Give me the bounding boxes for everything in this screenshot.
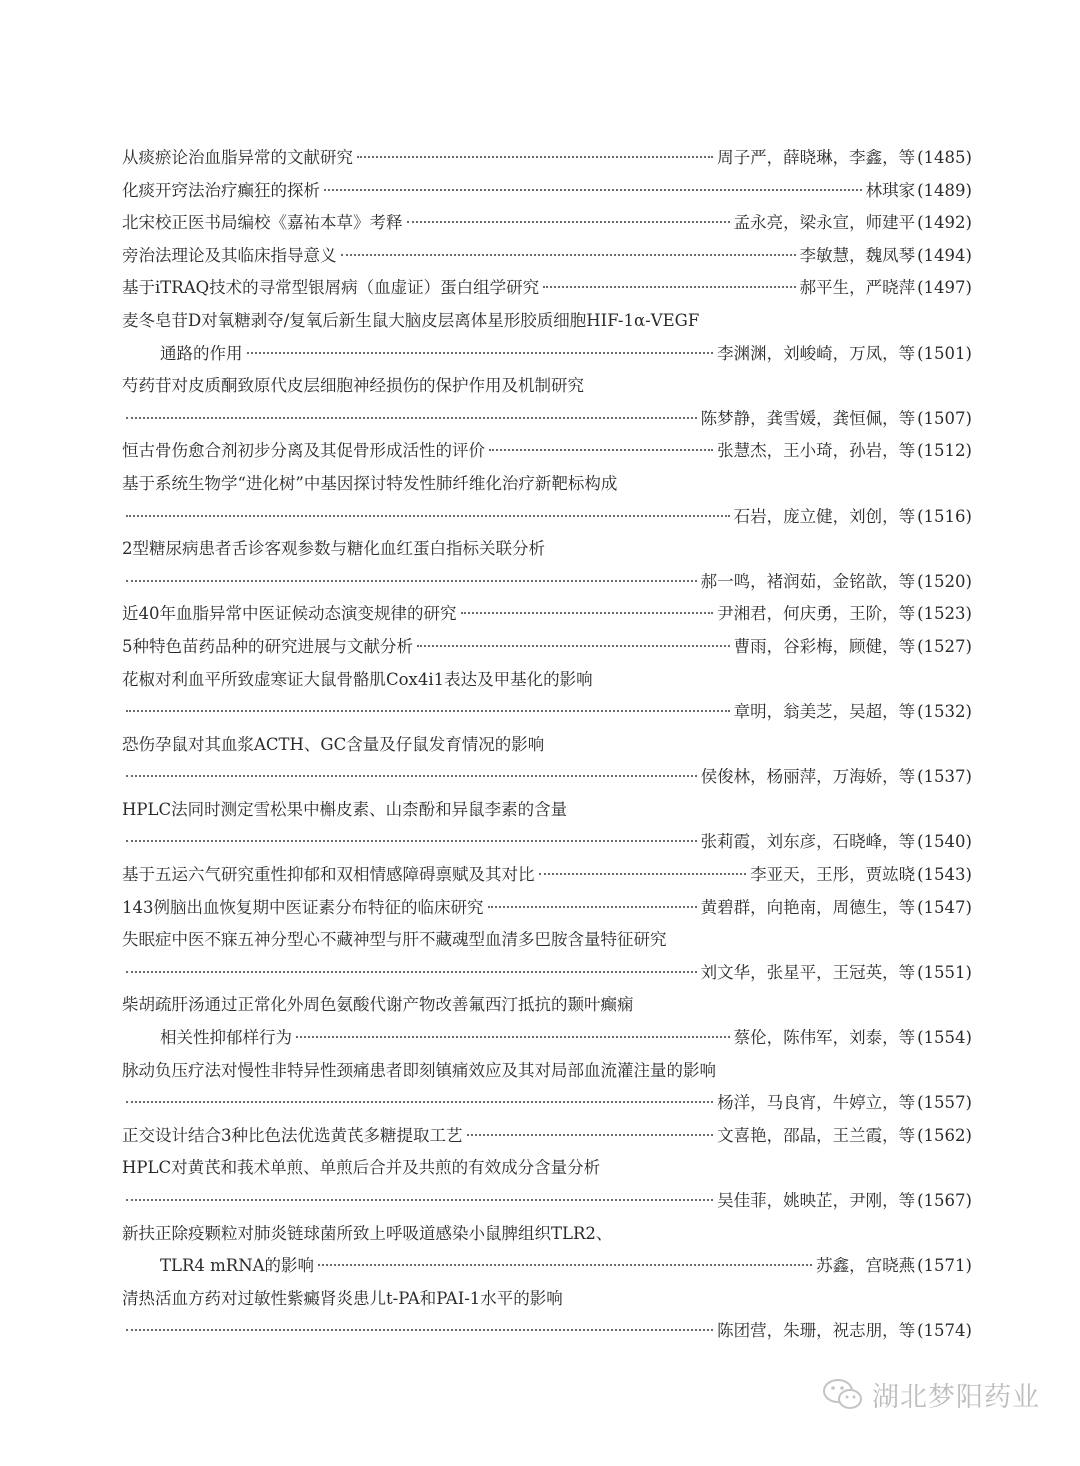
toc-entry-detail-line — [122, 1185, 972, 1218]
toc-entry-authors: 刘文华，张星平，王冠英，等 — [700, 962, 916, 982]
toc-entry-detail-line — [122, 957, 972, 990]
toc-entry-authors: 郝平生，严晓萍 — [799, 278, 916, 298]
toc-entry — [122, 1120, 972, 1153]
toc-entry-title: 近40年血脂异常中医证候动态演变规律的研究 — [122, 604, 457, 624]
table-of-contents — [122, 142, 972, 1348]
dot-leader — [341, 254, 796, 256]
dot-leader — [461, 612, 714, 614]
toc-entry — [122, 729, 972, 794]
toc-entry-detail-line — [122, 1022, 972, 1055]
toc-entry-title-line — [122, 1152, 972, 1185]
toc-entry-page: (1567) — [917, 1191, 972, 1210]
toc-entry — [122, 892, 972, 925]
dot-leader — [318, 1264, 812, 1266]
toc-entry-page: (1551) — [917, 962, 972, 982]
dot-leader — [126, 580, 697, 582]
toc-entry-line — [122, 207, 972, 240]
dot-leader — [407, 221, 730, 223]
toc-entry-detail-line — [122, 403, 972, 436]
toc-entry-page: (1537) — [917, 767, 972, 787]
toc-entry — [122, 1055, 972, 1120]
toc-entry-page: (1512) — [917, 441, 972, 461]
toc-entry-authors: 曹雨，谷彩梅，顾健，等 — [733, 636, 916, 656]
toc-entry-title: HPLC法同时测定雪松果中槲皮素、山柰酚和异鼠李素的含量 — [122, 799, 568, 819]
dot-leader — [488, 906, 697, 908]
toc-entry-authors: 文喜艳，邵晶，王兰霞，等 — [717, 1125, 916, 1145]
toc-entry-line — [122, 598, 972, 631]
dot-leader — [126, 775, 697, 777]
toc-entry-title: 基于系统生物学“进化树”中基因探讨特发性肺纤维化治疗新靶标构成 — [122, 473, 618, 493]
toc-entry-line — [122, 892, 972, 925]
toc-entry-page: (1497) — [917, 278, 972, 298]
toc-entry — [122, 794, 972, 859]
toc-entry-line — [122, 175, 972, 208]
toc-entry-page: (1540) — [917, 832, 972, 852]
toc-entry-title: 从痰瘀论治血脂异常的文献研究 — [122, 148, 353, 167]
toc-entry-authors: 李亚天，王彤，贾竑晓 — [750, 865, 916, 885]
toc-entry — [122, 631, 972, 664]
toc-entry-title: 脉动负压疗法对慢性非特异性颈痛患者即刻镇痛效应及其对局部血流灌注量的影响 — [122, 1060, 716, 1080]
toc-entry-title-line — [122, 794, 972, 827]
toc-entry-authors: 苏鑫，宫晓燕 — [816, 1256, 916, 1276]
toc-entry-page: (1516) — [917, 506, 972, 526]
toc-entry — [122, 859, 972, 892]
toc-entry-detail-line — [122, 1087, 972, 1120]
dot-leader — [489, 449, 713, 451]
dot-leader — [126, 417, 697, 419]
toc-entry-title-cont: 相关性抑郁样行为 — [160, 1028, 292, 1048]
toc-entry-title: 2型糖尿病患者舌诊客观参数与糖化血红蛋白指标关联分析 — [122, 539, 545, 559]
toc-entry — [122, 924, 972, 989]
watermark — [822, 1375, 1040, 1414]
toc-entry — [122, 240, 972, 273]
toc-entry-authors: 吴佳菲，姚映芷，尹刚，等 — [717, 1191, 916, 1210]
toc-entry — [122, 989, 972, 1054]
toc-entry-title-line — [122, 989, 972, 1022]
dot-leader — [543, 286, 795, 288]
toc-entry-page: (1543) — [917, 865, 972, 885]
toc-entry-title: HPLC对黄芪和莪术单煎、单煎后合并及共煎的有效成分含量分析 — [122, 1158, 601, 1178]
toc-entry-line — [122, 1120, 972, 1153]
toc-entry — [122, 207, 972, 240]
toc-entry-page: (1489) — [917, 180, 972, 200]
toc-entry-authors: 陈团营，朱珊，祝志朋，等 — [717, 1321, 916, 1341]
toc-entry-title-cont: TLR4 mRNA的影响 — [160, 1256, 315, 1276]
dot-leader — [417, 645, 730, 647]
toc-entry-authors: 尹湘君，何庆勇，王阶，等 — [717, 604, 916, 624]
toc-entry-line — [122, 435, 972, 468]
toc-entry-title: 北宋校正医书局编校《嘉祐本草》考释 — [122, 213, 403, 233]
toc-entry-page: (1554) — [917, 1028, 972, 1048]
toc-entry-line — [122, 240, 972, 273]
toc-entry-detail-line — [122, 338, 972, 371]
dot-leader — [296, 1036, 730, 1038]
dot-leader — [126, 710, 730, 712]
toc-entry-title: 化痰开窍法治疗癫狂的探析 — [122, 180, 320, 200]
dot-leader — [126, 840, 697, 842]
toc-entry-line — [122, 859, 972, 892]
toc-entry-authors: 石岩，庞立健，刘创，等 — [733, 506, 916, 526]
toc-entry-authors: 蔡伦，陈伟军，刘泰，等 — [733, 1028, 916, 1048]
toc-entry — [122, 468, 972, 533]
toc-entry-page: (1485) — [917, 148, 972, 167]
toc-entry-detail-line — [122, 501, 972, 534]
toc-entry-title: 恐伤孕鼠对其血浆ACTH、GC含量及仔鼠发育情况的影响 — [122, 734, 545, 754]
toc-entry — [122, 1152, 972, 1217]
toc-entry-title: 花椒对利血平所致虚寒证大鼠骨骼肌Cox4i1表达及甲基化的影响 — [122, 669, 593, 689]
toc-entry — [122, 598, 972, 631]
toc-entry-page: (1507) — [917, 408, 972, 428]
toc-entry-page: (1574) — [917, 1321, 972, 1341]
toc-entry-title: 麦冬皂苷D对氧糖剥夺/复氧后新生鼠大脑皮层离体星形胶质细胞HIF-1α-VEGF — [122, 310, 700, 330]
dot-leader — [126, 1199, 713, 1201]
toc-entry-detail-line — [122, 761, 972, 794]
toc-entry-title: 芍药苷对皮质酮致原代皮层细胞神经损伤的保护作用及机制研究 — [122, 376, 584, 396]
toc-entry-page: (1571) — [917, 1256, 972, 1276]
toc-entry — [122, 435, 972, 468]
toc-entry-title: 新扶正除疫颗粒对肺炎链球菌所致上呼吸道感染小鼠脾组织TLR2、 — [122, 1223, 613, 1243]
toc-entry-detail-line — [122, 696, 972, 729]
toc-entry-title-line — [122, 664, 972, 697]
toc-entry-page: (1494) — [917, 245, 972, 265]
toc-entry — [122, 533, 972, 598]
toc-entry-title-line — [122, 729, 972, 762]
dot-leader — [126, 971, 697, 973]
toc-entry — [122, 272, 972, 305]
toc-entry-title-cont: 通路的作用 — [160, 343, 243, 363]
toc-entry-title: 正交设计结合3种比色法优选黄芪多糖提取工艺 — [122, 1125, 463, 1145]
toc-entry-title-line — [122, 924, 972, 957]
toc-entry-authors: 李渊渊，刘峻崎，万凤，等 — [717, 343, 916, 363]
toc-entry-detail-line — [122, 566, 972, 599]
dot-leader — [247, 352, 714, 354]
dot-leader — [324, 189, 862, 191]
toc-entry — [122, 664, 972, 729]
toc-entry-authors: 张慧杰，王小琦，孙岩，等 — [717, 441, 916, 461]
toc-entry-line — [122, 142, 972, 175]
toc-entry-detail-line — [122, 826, 972, 859]
dot-leader — [126, 515, 730, 517]
toc-entry-title-line — [122, 1218, 972, 1251]
toc-entry — [122, 175, 972, 208]
toc-entry-title: 143例脑出血恢复期中医证素分布特征的临床研究 — [122, 897, 484, 917]
dot-leader — [126, 1329, 713, 1331]
toc-entry-title: 5种特色苗药品种的研究进展与文献分析 — [122, 636, 413, 656]
dot-leader — [357, 156, 713, 158]
toc-entry — [122, 370, 972, 435]
toc-entry-title-line — [122, 1283, 972, 1316]
toc-entry-authors: 周子严，薛晓琳，李鑫，等 — [717, 148, 916, 167]
toc-entry-page: (1532) — [917, 702, 972, 722]
toc-entry-page: (1562) — [917, 1125, 972, 1145]
dot-leader — [126, 1101, 713, 1103]
watermark-text: 湖北梦阳药业 — [872, 1382, 1040, 1413]
toc-entry-authors: 孟永亮，梁永宣，师建平 — [733, 213, 916, 233]
toc-entry-detail-line — [122, 1315, 972, 1348]
toc-entry-title: 旁治法理论及其临床指导意义 — [122, 245, 337, 265]
toc-entry — [122, 1283, 972, 1348]
toc-entry-detail-line — [122, 1250, 972, 1283]
toc-entry-title: 基于iTRAQ技术的寻常型银屑病（血虚证）蛋白组学研究 — [122, 278, 540, 298]
toc-entry-title-line — [122, 533, 972, 566]
toc-entry-page: (1527) — [917, 636, 972, 656]
dot-leader — [467, 1134, 714, 1136]
toc-entry-authors: 侯俊林，杨丽萍，万海娇，等 — [700, 767, 916, 787]
toc-entry-authors: 杨洋，马良宵，牛婷立，等 — [717, 1093, 916, 1113]
toc-entry-page: (1557) — [917, 1093, 972, 1113]
toc-entry-page: (1492) — [917, 213, 972, 233]
toc-entry-authors: 李敏慧，魏凤琴 — [799, 245, 916, 265]
dot-leader — [539, 873, 747, 875]
toc-entry-title: 恒古骨伤愈合剂初步分离及其促骨形成活性的评价 — [122, 441, 485, 461]
toc-entry-title-line — [122, 370, 972, 403]
toc-entry-title-line — [122, 468, 972, 501]
toc-entry-page: (1523) — [917, 604, 972, 624]
toc-entry-authors: 章明，翁美芝，吴超，等 — [733, 702, 916, 722]
toc-entry-title-line — [122, 305, 972, 338]
toc-entry-authors: 陈梦静，龚雪媛，龚恒佩，等 — [700, 408, 916, 428]
toc-entry-title: 失眠症中医不寐五神分型心不藏神型与肝不藏魂型血清多巴胺含量特征研究 — [122, 930, 667, 950]
wechat-icon — [822, 1377, 864, 1413]
toc-entry — [122, 1218, 972, 1283]
toc-entry-title-line — [122, 1055, 972, 1088]
toc-entry-authors: 郝一鸣，褚润茹，金铭歆，等 — [700, 571, 916, 591]
toc-entry-authors: 张莉霞，刘东彦，石晓峰，等 — [700, 832, 916, 852]
toc-entry-title: 基于五运六气研究重性抑郁和双相情感障碍禀赋及其对比 — [122, 865, 535, 885]
toc-entry-page: (1520) — [917, 571, 972, 591]
toc-entry-title: 柴胡疏肝汤通过正常化外周色氨酸代谢产物改善氟西汀抵抗的颞叶癫痫 — [122, 995, 634, 1015]
toc-entry-page: (1547) — [917, 897, 972, 917]
toc-entry-title: 清热活血方药对过敏性紫癜肾炎患儿t-PA和PAI-1水平的影响 — [122, 1288, 563, 1308]
toc-entry-page: (1501) — [917, 343, 972, 363]
toc-entry-authors: 林琪家 — [865, 180, 916, 200]
toc-entry-line — [122, 631, 972, 664]
toc-entry — [122, 142, 972, 175]
toc-entry-line — [122, 272, 972, 305]
toc-entry — [122, 305, 972, 370]
toc-entry-authors: 黄碧群，向艳南，周德生，等 — [700, 897, 916, 917]
